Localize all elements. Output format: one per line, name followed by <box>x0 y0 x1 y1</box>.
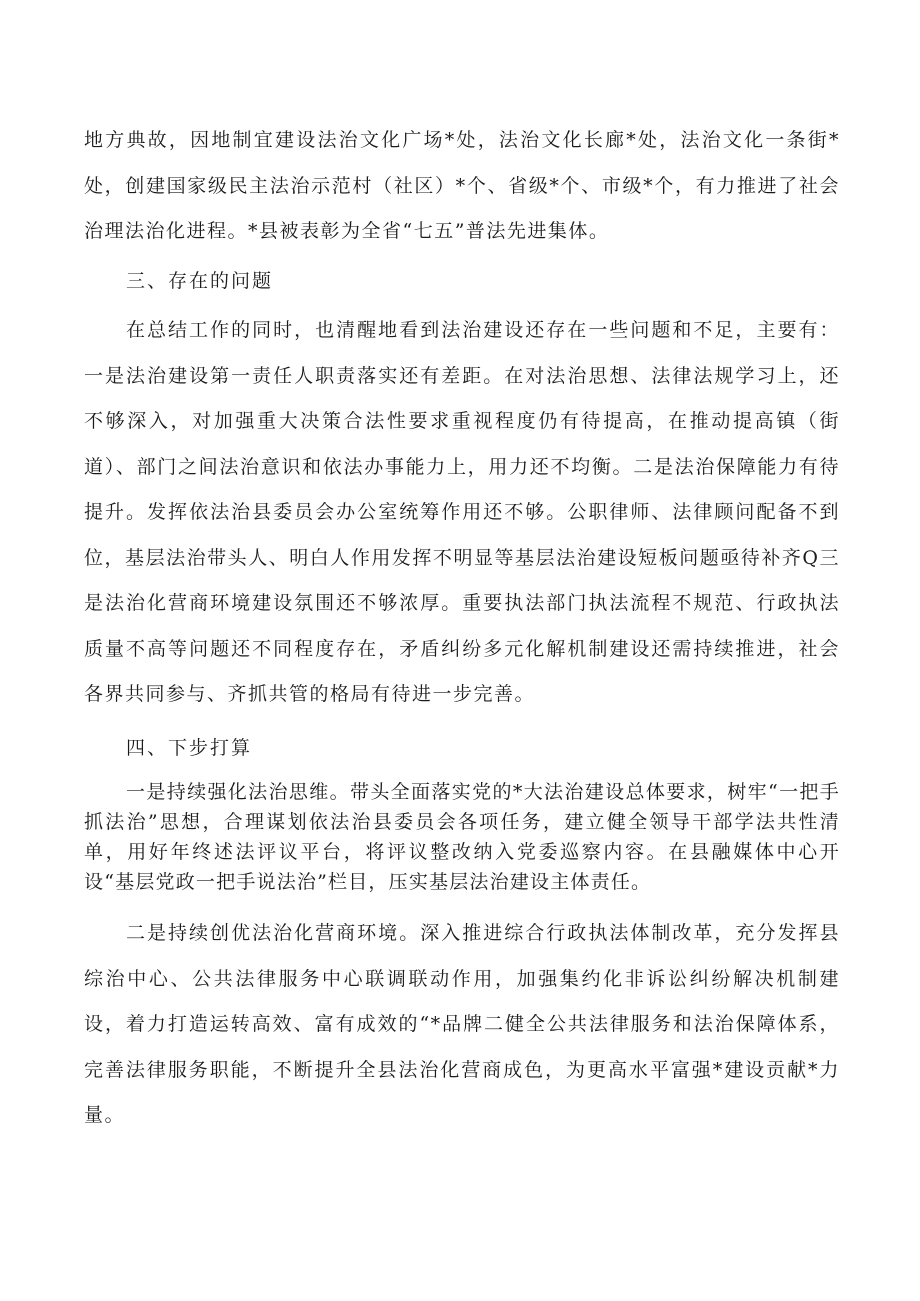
paragraph-legal-thinking: 一是持续强化法治思维。带头全面落实党的*大法治建设总体要求，树牢“一把手抓法治”思想，合理谋划依法治县委员会各项任务，建立健全领导干部学法共性清单，用好年终述法评议平台，将评议整改纳入党委巡察内容。在县融媒体中心开设“基层党政一把手说法治”栏目，压实基层法治建设主体责任。 <box>84 781 840 893</box>
paragraph-legal-culture: 地方典故，因地制宜建设法治文化广场*处，法治文化长廊*处，法治文化一条街*处，创建国家级民主法治示范村（社区）*个、省级*个、市级*个，有力推进了社会治理法治化进程。*县被表彰为全省“七五”普法先进集体。 <box>84 129 840 242</box>
paragraph-problems: 在总结工作的同时，也清醒地看到法治建设还存在一些问题和不足，主要有：一是法治建设第一责任人职责落实还有差距。在对法治思想、法律法规学习上，还不够深入，对加强重大决策合法性要求重视程度仍有待提高，在推动提高镇（街道）、部门之间法治意识和依法办事能力上，用力还不均衡。二是法治保障能力有待提升。发挥依法治县委员会办公室统筹作用还不够。公职律师、法律顾问配备不到位，基层法治带头人、明白人作用发挥不明显等基层法治建设短板问题亟待补齐Q三是法治化营商环境建设氛围还不够浓厚。重要执法部门执法流程不规范、行政执法质量不高等问题还不同程度存在，矛盾纠纷多元化解机制建设还需持续推进，社会各界共同参与、齐抓共管的格局有待进一步完善。 <box>84 319 840 705</box>
document-page <box>84 118 840 1139</box>
section-heading-next-steps: 四、下步打算 <box>126 736 253 759</box>
section-heading-problems: 三、存在的问题 <box>126 269 274 292</box>
paragraph-business-environment: 二是持续创优法治化营商环境。深入推进综合行政执法体制改革，充分发挥县综治中心、公共法律服务中心联调联动作用，加强集约化非诉讼纠纷解决机制建设，着力打造运转高效、富有成效的“*品牌二健全公共法律服务和法治保障体系，完善法律服务职能，不断提升全县法治化营商成色，为更高水平富强*建设贡献*力量。 <box>84 922 840 1126</box>
